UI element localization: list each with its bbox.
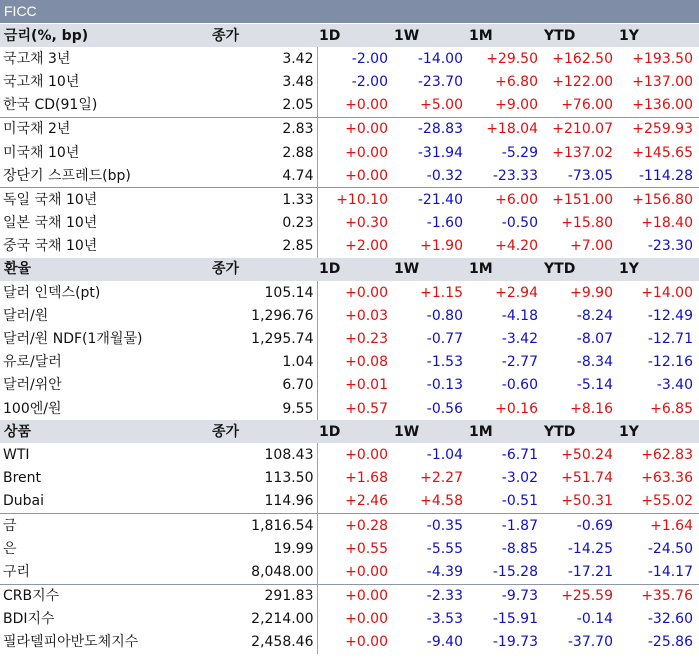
close-value: 114.96: [210, 490, 317, 514]
table-row: [0, 117, 699, 141]
change-1y: +55.02: [641, 493, 693, 510]
column-header-1d: 1D: [317, 258, 392, 281]
change-ytd: +122.00: [552, 73, 613, 90]
column-header-close: 종가: [210, 258, 317, 281]
change-1y: +145.65: [632, 144, 693, 161]
close-value: 1,816.54: [210, 513, 317, 537]
row-label: 100엔/원: [3, 400, 62, 417]
change-1y: +137.00: [632, 73, 693, 90]
close-value: 2.88: [210, 141, 317, 164]
change-1m: -9.73: [467, 584, 542, 608]
change-1w: -1.53: [426, 354, 463, 371]
column-header-1w: 1W: [392, 24, 467, 47]
change-1d: +0.00: [317, 117, 392, 141]
close-value: 113.50: [210, 467, 317, 490]
change-1d: +0.00: [345, 611, 388, 628]
row-label: 중국 국채 10년: [3, 238, 98, 255]
change-ytd: +25.59: [542, 584, 617, 608]
change-1d: +0.28: [317, 513, 392, 537]
column-header-1m: 1M: [467, 420, 542, 443]
change-1m: -1.87: [467, 513, 542, 537]
column-header-ytd: YTD: [542, 258, 617, 281]
change-1y: -12.16: [647, 354, 693, 371]
change-1y: -25.86: [647, 634, 693, 651]
close-value: 3.48: [210, 70, 317, 93]
table-row: [0, 141, 699, 164]
change-1d: +0.55: [345, 540, 388, 557]
section-title: 환율: [0, 258, 210, 281]
change-1d: +0.00: [345, 144, 388, 161]
change-ytd: +8.16: [570, 400, 613, 417]
row-label: 달러/위안: [3, 377, 62, 394]
change-1w: -2.33: [392, 584, 467, 608]
change-1d: +2.46: [345, 493, 388, 510]
column-header-1m: 1M: [467, 258, 542, 281]
section-header: [0, 258, 699, 281]
change-1y: +6.85: [650, 400, 693, 417]
row-label: 국고채 10년: [3, 73, 80, 90]
change-1w: -5.55: [426, 540, 463, 557]
close-value: 9.55: [210, 397, 317, 420]
change-1y: +136.00: [632, 97, 693, 114]
table-row: [0, 374, 699, 397]
change-1w: -0.35: [392, 513, 467, 537]
change-1m: -0.51: [501, 493, 538, 510]
change-1m: +6.00: [467, 188, 542, 212]
close-value: 2.85: [210, 235, 317, 258]
change-ytd: +9.90: [570, 284, 613, 301]
change-ytd: -0.14: [576, 611, 613, 628]
change-ytd: +210.07: [542, 117, 617, 141]
change-1w: -3.53: [426, 611, 463, 628]
change-1w: -0.80: [426, 307, 463, 324]
close-value: 2.83: [210, 117, 317, 141]
change-ytd: -0.69: [542, 513, 617, 537]
row-label: 달러 인덱스(pt): [3, 284, 101, 301]
table-row: [0, 327, 699, 350]
change-ytd: +15.80: [561, 215, 613, 232]
change-1d: +2.00: [345, 238, 388, 255]
section-title: 상품: [0, 420, 210, 443]
change-1m: -4.18: [501, 307, 538, 324]
change-1w: +5.00: [420, 97, 463, 114]
change-ytd: +76.00: [561, 97, 613, 114]
change-1w: -31.94: [417, 144, 463, 161]
change-ytd: -37.70: [567, 634, 613, 651]
table-row: [0, 47, 699, 70]
close-value: 0.23: [210, 212, 317, 235]
change-1w: -21.40: [392, 188, 467, 212]
change-1m: +4.20: [495, 238, 538, 255]
table-row: [0, 443, 699, 466]
change-1m: -23.33: [492, 167, 538, 184]
close-value: 19.99: [210, 537, 317, 560]
close-value: 1,296.76: [210, 304, 317, 327]
change-1m: -6.71: [501, 446, 538, 463]
change-1d: +0.00: [345, 634, 388, 651]
row-label: WTI: [3, 446, 30, 463]
table-row: [0, 351, 699, 374]
row-label: 달러/원: [3, 307, 49, 324]
change-1w: -1.60: [426, 215, 463, 232]
change-1d: +0.08: [345, 354, 388, 371]
column-header-1y: 1Y: [617, 258, 699, 281]
section-header: [0, 420, 699, 443]
row-label: Brent: [3, 470, 42, 487]
change-1d: +1.68: [345, 470, 388, 487]
change-ytd: -14.25: [567, 540, 613, 557]
change-1y: +14.00: [641, 284, 693, 301]
section-header: [0, 24, 699, 47]
table-row: [0, 70, 699, 93]
row-label: 유로/달러: [3, 354, 62, 371]
change-ytd: +50.31: [561, 493, 613, 510]
change-1w: -4.39: [426, 563, 463, 580]
change-1w: -1.04: [426, 446, 463, 463]
table-row: [0, 490, 699, 514]
table-row: [0, 164, 699, 188]
table-row: [0, 608, 699, 631]
change-1w: -0.77: [426, 331, 463, 348]
table-row: [0, 281, 699, 304]
change-ytd: -8.34: [576, 354, 613, 371]
change-1m: -15.91: [492, 611, 538, 628]
table-row: [0, 188, 699, 212]
change-1w: -0.13: [426, 377, 463, 394]
change-ytd: -8.07: [576, 331, 613, 348]
change-1m: -5.29: [501, 144, 538, 161]
change-1m: +0.16: [495, 400, 538, 417]
close-value: 1.33: [210, 188, 317, 212]
column-header-1y: 1Y: [617, 24, 699, 47]
change-1y: +259.93: [617, 117, 699, 141]
table-row: [0, 513, 699, 537]
close-value: 2.05: [210, 94, 317, 118]
row-label: 한국 CD(91일): [3, 97, 98, 114]
change-1y: -114.28: [638, 167, 693, 184]
column-header-1y: 1Y: [617, 420, 699, 443]
close-value: 2,458.46: [210, 631, 317, 654]
change-1m: -15.28: [492, 563, 538, 580]
change-ytd: -73.05: [567, 167, 613, 184]
table-row: [0, 94, 699, 118]
change-1d: +0.00: [345, 446, 388, 463]
change-1d: +10.10: [317, 188, 392, 212]
change-1d: +0.01: [345, 377, 388, 394]
change-ytd: +162.50: [552, 50, 613, 67]
change-1w: -0.32: [426, 167, 463, 184]
close-value: 105.14: [210, 281, 317, 304]
ficc-table: [0, 24, 699, 654]
row-label: 미국채 10년: [3, 144, 80, 161]
change-1y: -23.30: [647, 238, 693, 255]
change-1d: -2.00: [351, 50, 388, 67]
change-1d: +0.00: [345, 563, 388, 580]
change-1w: +1.15: [420, 284, 463, 301]
column-header-ytd: YTD: [542, 420, 617, 443]
close-value: 291.83: [210, 584, 317, 608]
change-ytd: -17.21: [567, 563, 613, 580]
table-row: [0, 584, 699, 608]
row-label: BDI지수: [3, 611, 55, 628]
column-header-ytd: YTD: [542, 24, 617, 47]
change-1m: -2.77: [501, 354, 538, 371]
change-1m: +29.50: [486, 50, 538, 67]
change-1m: +18.04: [467, 117, 542, 141]
change-1d: +0.30: [345, 215, 388, 232]
change-1d: +0.00: [345, 97, 388, 114]
close-value: 4.74: [210, 164, 317, 188]
change-1m: -0.50: [501, 215, 538, 232]
change-1m: +6.80: [495, 73, 538, 90]
change-1y: -14.17: [647, 563, 693, 580]
table-row: [0, 560, 699, 584]
change-1y: -3.40: [656, 377, 693, 394]
change-1w: -9.40: [426, 634, 463, 651]
change-1w: -28.83: [392, 117, 467, 141]
row-label: 일본 국채 10년: [3, 215, 98, 232]
close-value: 3.42: [210, 47, 317, 70]
panel-title: FICC: [0, 0, 699, 23]
change-1d: +0.00: [345, 167, 388, 184]
change-ytd: +151.00: [542, 188, 617, 212]
row-label: 구리: [3, 563, 31, 580]
change-1y: +156.80: [617, 188, 699, 212]
change-1w: -14.00: [417, 50, 463, 67]
change-1w: -23.70: [417, 73, 463, 90]
column-header-1w: 1W: [392, 420, 467, 443]
change-1w: +4.58: [420, 493, 463, 510]
column-header-1d: 1D: [317, 24, 392, 47]
table-row: [0, 537, 699, 560]
change-1y: -24.50: [647, 540, 693, 557]
change-1y: +63.36: [641, 470, 693, 487]
table-row: [0, 212, 699, 235]
change-ytd: -8.24: [576, 307, 613, 324]
row-label: 필라델피아반도체지수: [3, 634, 139, 651]
change-1m: -8.85: [501, 540, 538, 557]
close-value: 1,295.74: [210, 327, 317, 350]
change-1d: +0.57: [345, 400, 388, 417]
close-value: 2,214.00: [210, 608, 317, 631]
change-1m: +9.00: [495, 97, 538, 114]
change-ytd: +50.24: [561, 446, 613, 463]
column-header-close: 종가: [210, 24, 317, 47]
row-label: Dubai: [3, 493, 45, 510]
change-1d: -2.00: [351, 73, 388, 90]
change-1d: +0.00: [317, 584, 392, 608]
change-1y: +62.83: [641, 446, 693, 463]
change-1w: +2.27: [420, 470, 463, 487]
section-title: 금리(%, bp): [0, 24, 210, 47]
table-row: [0, 631, 699, 654]
change-1y: -12.71: [647, 331, 693, 348]
table-row: [0, 397, 699, 420]
row-label: 은: [3, 540, 17, 557]
table-row: [0, 304, 699, 327]
column-header-close: 종가: [210, 420, 317, 443]
row-label: 독일 국채 10년: [0, 188, 210, 212]
column-header-1w: 1W: [392, 258, 467, 281]
change-1m: -3.42: [501, 331, 538, 348]
change-1m: -3.02: [501, 470, 538, 487]
change-1y: +1.64: [617, 513, 699, 537]
change-1d: +0.03: [345, 307, 388, 324]
column-header-1m: 1M: [467, 24, 542, 47]
change-1w: -0.56: [426, 400, 463, 417]
row-label: 미국채 2년: [0, 117, 210, 141]
row-label: 장단기 스프레드(bp): [3, 167, 131, 184]
change-1y: -12.49: [647, 307, 693, 324]
table-row: [0, 467, 699, 490]
change-ytd: +137.02: [552, 144, 613, 161]
change-1m: -19.73: [492, 634, 538, 651]
change-1m: +2.94: [495, 284, 538, 301]
row-label: 달러/원 NDF(1개월물): [3, 331, 143, 348]
ficc-table-body: [0, 24, 699, 654]
change-1y: +18.40: [641, 215, 693, 232]
row-label: 국고채 3년: [3, 50, 71, 67]
row-label: 금: [0, 513, 210, 537]
close-value: 8,048.00: [210, 560, 317, 584]
change-1y: +193.50: [632, 50, 693, 67]
close-value: 6.70: [210, 374, 317, 397]
change-1y: -32.60: [647, 611, 693, 628]
change-1m: -0.60: [501, 377, 538, 394]
change-ytd: +51.74: [561, 470, 613, 487]
table-row: [0, 235, 699, 258]
close-value: 1.04: [210, 351, 317, 374]
close-value: 108.43: [210, 443, 317, 466]
change-1y: +35.76: [617, 584, 699, 608]
change-ytd: +7.00: [570, 238, 613, 255]
row-label: CRB지수: [0, 584, 210, 608]
column-header-1d: 1D: [317, 420, 392, 443]
change-1d: +0.00: [345, 284, 388, 301]
change-1w: +1.90: [420, 238, 463, 255]
change-1d: +0.23: [345, 331, 388, 348]
change-ytd: -5.14: [576, 377, 613, 394]
